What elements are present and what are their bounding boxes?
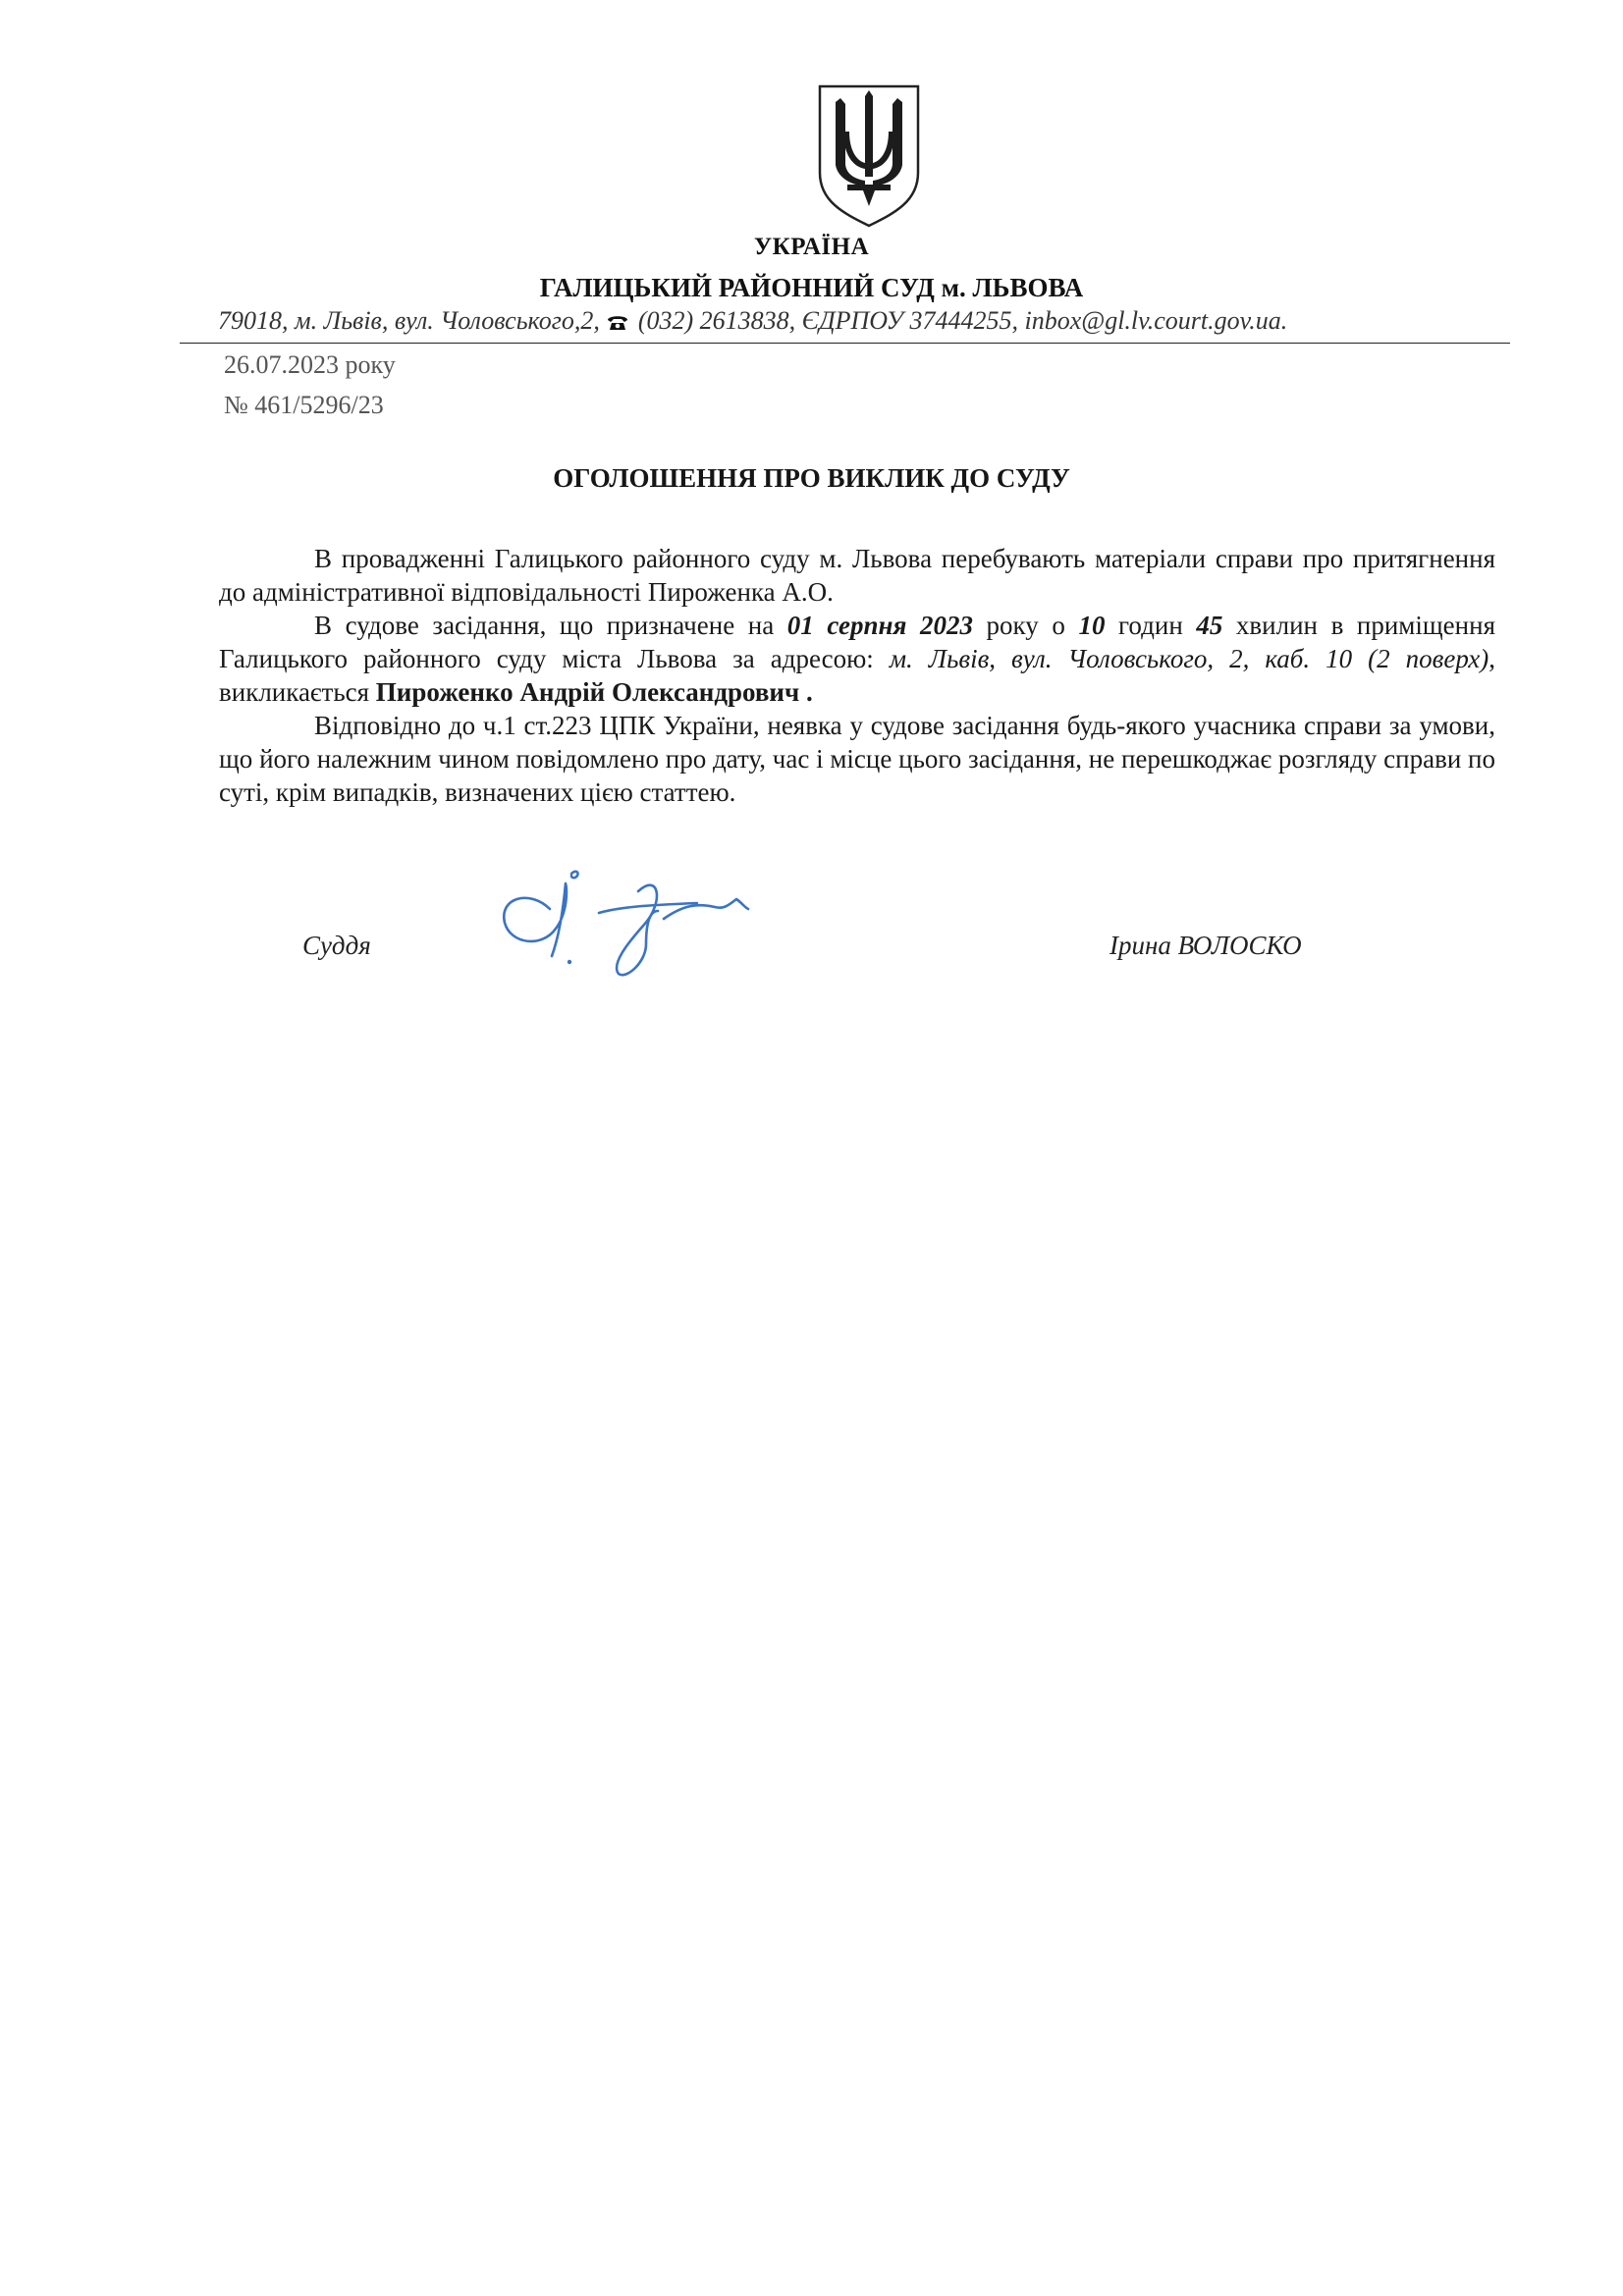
header-divider (180, 343, 1510, 344)
summons-text-2: року о (972, 611, 1079, 640)
country-name: УКРАЇНА (753, 234, 870, 260)
summons-end: . (799, 677, 813, 707)
hearing-address: м. Львів, вул. Чоловського, 2, каб. 10 (2 поверх) (889, 644, 1489, 673)
address-contacts: (032) 2613838, ЄДРПОУ 37444255, inbox@gl.lv.court.gov.ua. (631, 306, 1288, 335)
hearing-minutes: 45 (1196, 611, 1223, 640)
paragraph-summons (219, 609, 1495, 709)
address-street: 79018, м. Львів, вул. Чоловського,2, (218, 306, 607, 335)
summons-text-5: , викликається (219, 644, 1496, 707)
trident-emblem-icon (814, 82, 924, 228)
summons-text-1: В судове засідання, що призначене на (314, 611, 787, 640)
paragraph-proceedings: В провадженні Галицького районного суду м. Львова перебувають матеріали справи про притягнення до адміністративної відповідальності Пироженка А.О. (219, 544, 1495, 607)
hearing-date: 01 серпня 2023 (786, 611, 973, 640)
court-address (218, 306, 1494, 339)
judge-role: Суддя (302, 931, 371, 960)
document-date: 26.07.2023 року (224, 350, 396, 379)
summoned-person: Пироженко Андрій Олександрович (375, 677, 800, 707)
summons-text-4: хвилин в приміщення Галицького районного суду міста Львова за адресою: (219, 611, 1495, 673)
summons-text-3: годин (1105, 611, 1197, 640)
phone-icon (606, 309, 631, 339)
court-name: ГАЛИЦЬКИЙ РАЙОННИЙ СУД м. ЛЬВОВА (539, 273, 1084, 302)
judge-name: Ірина ВОЛОСКО (1109, 931, 1302, 960)
judge-signature (491, 864, 844, 982)
document-title: ОГОЛОШЕННЯ ПРО ВИКЛИК ДО СУДУ (553, 463, 1070, 493)
hearing-hour: 10 (1078, 611, 1106, 640)
document-number: № 461/5296/23 (224, 391, 384, 419)
notice-body (219, 542, 1495, 809)
paragraph-legal-basis: Відповідно до ч.1 ст.223 ЦПК України, неявка у судове засідання будь-якого учасника справи за умови, що його належним чином повідомлено про дату, час і місце цього засідання, не перешкоджає розгляду справи по суті, крім випадків, визначених цією статтею. (219, 711, 1495, 807)
